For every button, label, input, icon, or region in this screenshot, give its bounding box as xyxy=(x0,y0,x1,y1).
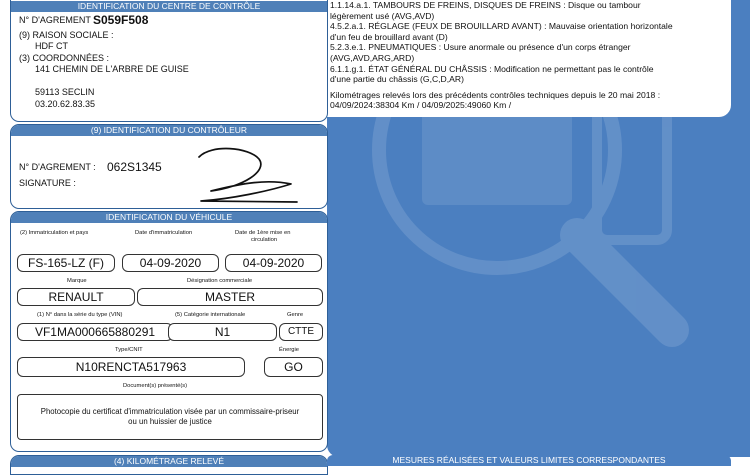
energie-label: Énergie xyxy=(279,347,299,353)
docs-value-box xyxy=(17,394,323,440)
designation-value: MASTER xyxy=(137,288,323,306)
defect-line: 1.1.14.a.1. TAMBOURS DE FREINS, DISQUES DE FREINS : Disque ou tambour xyxy=(330,0,641,10)
centre-panel xyxy=(10,0,328,122)
centre-agrement-label: N° D'AGREMENT : xyxy=(19,15,96,25)
vehicule-header: IDENTIFICATION DU VÉHICULE xyxy=(11,212,327,223)
kilometrage-header: (4) KILOMÉTRAGE RELEVÉ xyxy=(11,456,327,467)
vin-value: VF1MA000665880291 xyxy=(17,323,173,341)
genre-label: Genre xyxy=(287,312,304,318)
date-immat-value: 04-09-2020 xyxy=(122,254,219,272)
raison-label: (9) RAISON SOCIALE : xyxy=(19,30,114,40)
marque-value: RENAULT xyxy=(17,288,135,306)
phone: 03.20.62.83.35 xyxy=(35,99,96,109)
genre-value: CTTE xyxy=(279,323,323,341)
categorie-value: N1 xyxy=(168,323,277,341)
controleur-agrement-value: 062S1345 xyxy=(107,160,162,174)
defect-line: 5.2.3.e.1. PNEUMATIQUES : Usure anormale ou présence d'un corps étranger xyxy=(330,42,631,53)
date-first-label-2: circulation xyxy=(251,237,278,243)
signature-image xyxy=(171,139,311,209)
defect-line: légèrement usé (AVG,AVD) xyxy=(330,10,435,21)
controleur-panel xyxy=(10,124,328,209)
docs-value-line1: Photocopie du certificat d'immatriculation visée par un commissaire-priseur xyxy=(40,407,300,416)
marque-label: Marque xyxy=(67,278,87,284)
centre-header: IDENTIFICATION DU CENTRE DE CONTRÔLE xyxy=(11,1,327,12)
coord-label: (3) COORDONNÉES : xyxy=(19,53,110,63)
vin-label: (1) N° dans la série du type (VIN) xyxy=(37,312,123,318)
kilometrage-panel xyxy=(10,455,328,475)
defect-line: (AVG,AVD,ARG,ARD) xyxy=(330,52,415,63)
docs-value-line2: ou un huissier de justice xyxy=(128,417,212,426)
defect-line: 4.5.2.a.1. RÉGLAGE (FEUX DE BROUILLARD AVANT) : Mauvaise orientation horizontale xyxy=(330,21,673,32)
defect-line: d'une partie du châssis (G,C,D,AR) xyxy=(330,74,464,85)
km-history-line: Kilométrages relevés lors des précédents contrôles techniques depuis le 20 mai 2018 : xyxy=(330,89,661,100)
date-first-label: Date de 1ère mise en xyxy=(235,230,291,236)
defect-line: d'un feu de brouillard avant (D) xyxy=(330,31,448,42)
mesures-header: MESURES RÉALISÉES ET VALEURS LIMITES CORRESPONDANTES xyxy=(327,455,731,466)
defect-line: 6.1.1.g.1. ÉTAT GÉNÉRAL DU CHÂSSIS : Modification ne permettant pas le contrôle xyxy=(330,63,654,74)
address-line2: 59113 SECLIN xyxy=(35,87,95,97)
designation-label: Désignation commerciale xyxy=(187,278,253,284)
date-immat-label: Date d'immatriculation xyxy=(135,230,193,236)
signature-label: SIGNATURE : xyxy=(19,178,76,188)
controleur-agrement-label: N° D'AGREMENT : xyxy=(19,162,96,172)
controleur-header: (9) IDENTIFICATION DU CONTRÔLEUR xyxy=(11,125,327,136)
docs-label: Document(s) présenté(s) xyxy=(123,383,188,389)
immat-value: FS-165-LZ (F) xyxy=(17,254,115,272)
categorie-label: (5) Catégorie internationale xyxy=(175,312,246,318)
type-label: Type/CNIT xyxy=(115,347,143,353)
type-value: N10RENCTA517963 xyxy=(17,357,245,377)
vehicule-panel xyxy=(10,211,328,452)
centre-agrement-value: S059F508 xyxy=(93,13,149,27)
raison-value: HDF CT xyxy=(35,41,68,51)
energie-value: GO xyxy=(264,357,323,377)
km-history-line: 04/09/2024:38304 Km / 04/09/2025:49060 Km / xyxy=(330,100,512,111)
address-line1: 141 CHEMIN DE L'ARBRE DE GUISE xyxy=(35,64,189,74)
defects-list xyxy=(327,0,731,117)
date-first-value: 04-09-2020 xyxy=(225,254,322,272)
immat-label: (2) Immatriculation et pays xyxy=(20,230,89,236)
